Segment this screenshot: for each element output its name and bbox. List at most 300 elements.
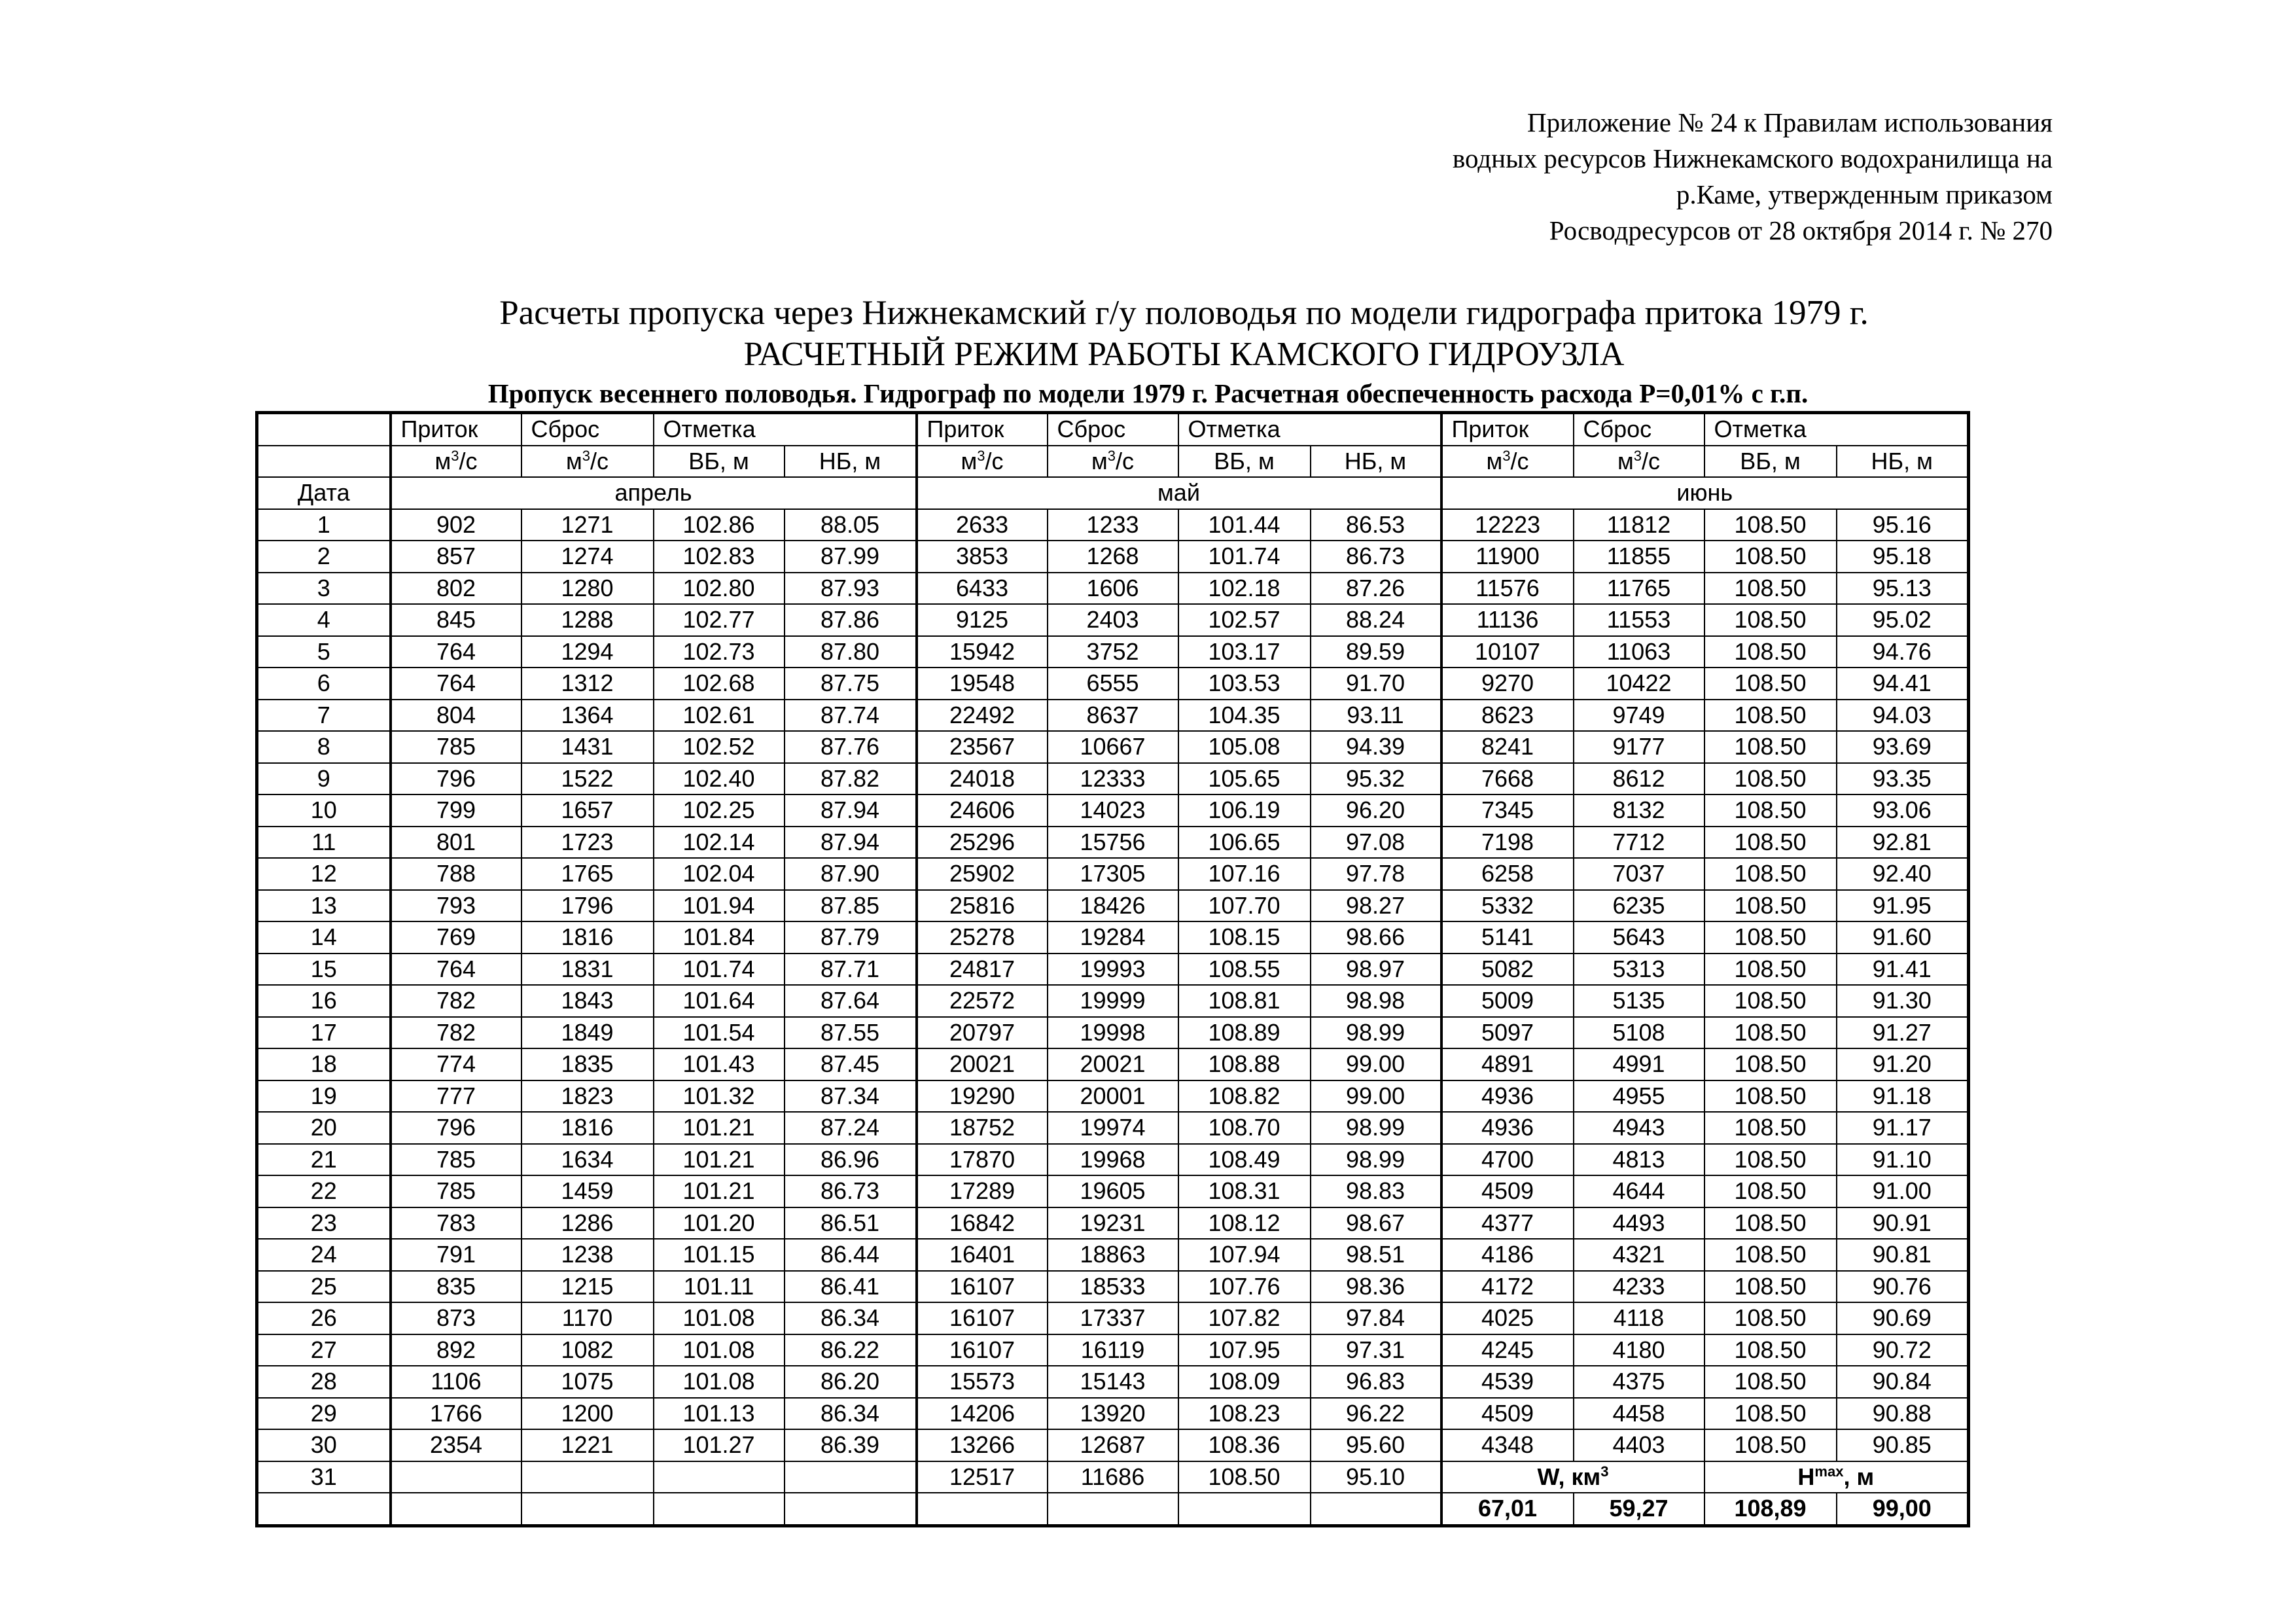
table-row <box>257 1366 1969 1398</box>
empty-cell <box>654 1493 785 1525</box>
data-cell: 785 <box>391 731 521 763</box>
data-cell: 101.74 <box>654 954 785 986</box>
data-cell: 95.18 <box>1837 541 1969 573</box>
data-cell: 87.86 <box>785 604 917 636</box>
data-cell <box>521 1461 654 1493</box>
data-cell: 19231 <box>1048 1207 1178 1240</box>
data-cell: 108.50 <box>1178 1461 1311 1493</box>
data-cell: 16401 <box>917 1239 1048 1271</box>
month-june: июнь <box>1441 477 1969 509</box>
table-row <box>257 1302 1969 1334</box>
data-cell: 5141 <box>1441 921 1574 954</box>
unit-tailwater: НБ, м <box>785 446 917 478</box>
data-cell: 101.54 <box>654 1017 785 1049</box>
data-cell: 98.36 <box>1311 1271 1441 1303</box>
data-cell: 107.82 <box>1178 1302 1311 1334</box>
data-cell: 108.50 <box>1704 541 1837 573</box>
data-cell: 9125 <box>917 604 1048 636</box>
data-cell: 108.50 <box>1704 890 1837 922</box>
data-cell: 93.69 <box>1837 731 1969 763</box>
data-cell: 1849 <box>521 1017 654 1049</box>
document-subtitle: РАСЧЕТНЫЙ РЕЖИМ РАБОТЫ КАМСКОГО ГИДРОУЗЛА <box>743 336 1625 373</box>
data-cell: 88.05 <box>785 509 917 541</box>
table-row <box>257 509 1969 541</box>
data-cell: 1657 <box>521 794 654 827</box>
data-cell: 25902 <box>917 858 1048 890</box>
data-cell: 107.70 <box>1178 890 1311 922</box>
data-cell: 18426 <box>1048 890 1178 922</box>
data-cell: 1431 <box>521 731 654 763</box>
data-cell: 22572 <box>917 985 1048 1017</box>
data-cell: 6555 <box>1048 668 1178 700</box>
max-level-label: $H^{max}$, м <box>1704 1461 1969 1493</box>
data-cell: 1823 <box>521 1080 654 1113</box>
empty-cell <box>1048 1493 1178 1525</box>
table-caption: Пропуск весеннего половодья. Гидрограф по модели 1979 г. Расчетная обеспеченность расхода P=0,01% с г.п. <box>487 378 1809 408</box>
data-cell: 11855 <box>1574 541 1704 573</box>
date-cell: 10 <box>257 794 391 827</box>
date-cell: 26 <box>257 1302 391 1334</box>
data-cell: 90.81 <box>1837 1239 1969 1271</box>
table-row <box>257 1112 1969 1144</box>
data-cell: 108.50 <box>1704 1175 1837 1207</box>
data-cell: 87.26 <box>1311 573 1441 605</box>
data-cell: 101.74 <box>1178 541 1311 573</box>
data-cell: 91.00 <box>1837 1175 1969 1207</box>
header-level-april: Отметка <box>654 413 917 446</box>
header-inflow-april: Приток <box>391 413 521 446</box>
date-cell: 14 <box>257 921 391 954</box>
data-cell: 17337 <box>1048 1302 1178 1334</box>
data-cell: 7037 <box>1574 858 1704 890</box>
data-cell: 802 <box>391 573 521 605</box>
data-cell: 4813 <box>1574 1144 1704 1176</box>
table-row <box>257 1207 1969 1240</box>
table-row <box>257 573 1969 605</box>
data-cell: 793 <box>391 890 521 922</box>
data-cell: 108.50 <box>1704 668 1837 700</box>
data-cell: 107.76 <box>1178 1271 1311 1303</box>
data-cell: 108.50 <box>1704 985 1837 1017</box>
data-cell: 101.21 <box>654 1144 785 1176</box>
data-cell: 102.18 <box>1178 573 1311 605</box>
data-cell: 785 <box>391 1144 521 1176</box>
data-cell: 1816 <box>521 921 654 954</box>
data-cell: 1831 <box>521 954 654 986</box>
data-cell: 25816 <box>917 890 1048 922</box>
empty-cell <box>391 1493 521 1525</box>
date-cell: 30 <box>257 1429 391 1461</box>
data-cell: 86.20 <box>785 1366 917 1398</box>
date-cell: 6 <box>257 668 391 700</box>
data-cell: 20001 <box>1048 1080 1178 1113</box>
data-cell: 90.72 <box>1837 1334 1969 1366</box>
data-cell: 3853 <box>917 541 1048 573</box>
data-cell: 3752 <box>1048 636 1178 668</box>
data-cell: 4509 <box>1441 1398 1574 1430</box>
data-cell: 1835 <box>521 1048 654 1080</box>
data-cell: 101.08 <box>654 1366 785 1398</box>
header-discharge-june: Сброс <box>1574 413 1704 446</box>
data-cell: 5313 <box>1574 954 1704 986</box>
unit-flow: $м^3/с$ <box>1441 446 1574 478</box>
data-cell: 108.12 <box>1178 1207 1311 1240</box>
date-cell: 17 <box>257 1017 391 1049</box>
empty-cell <box>1311 1493 1441 1525</box>
data-cell: 11553 <box>1574 604 1704 636</box>
data-cell: 90.88 <box>1837 1398 1969 1430</box>
date-cell: 4 <box>257 604 391 636</box>
data-cell: 91.60 <box>1837 921 1969 954</box>
data-cell: 4118 <box>1574 1302 1704 1334</box>
data-cell: 783 <box>391 1207 521 1240</box>
data-cell: 108.49 <box>1178 1144 1311 1176</box>
table-row <box>257 1271 1969 1303</box>
data-cell: 13266 <box>917 1429 1048 1461</box>
unit-headwater: ВБ, м <box>1178 446 1311 478</box>
empty-cell <box>521 1493 654 1525</box>
data-cell: 101.43 <box>654 1048 785 1080</box>
data-cell: 87.64 <box>785 985 917 1017</box>
header-empty-cell <box>257 446 391 478</box>
data-cell: 12223 <box>1441 509 1574 541</box>
header-level-june: Отметка <box>1704 413 1969 446</box>
data-cell: 86.73 <box>785 1175 917 1207</box>
data-cell: 108.50 <box>1704 1366 1837 1398</box>
data-cell: 94.03 <box>1837 700 1969 732</box>
date-cell: 25 <box>257 1271 391 1303</box>
data-cell: 16107 <box>917 1271 1048 1303</box>
data-cell: 4025 <box>1441 1302 1574 1334</box>
data-cell: 98.83 <box>1311 1175 1441 1207</box>
date-cell: 22 <box>257 1175 391 1207</box>
table-row <box>257 1017 1969 1049</box>
data-cell: 19605 <box>1048 1175 1178 1207</box>
data-cell: 101.21 <box>654 1175 785 1207</box>
data-cell: 4991 <box>1574 1048 1704 1080</box>
data-cell: 20021 <box>917 1048 1048 1080</box>
data-cell: 102.52 <box>654 731 785 763</box>
unit-tailwater: НБ, м <box>1837 446 1969 478</box>
data-cell: 1522 <box>521 763 654 795</box>
data-cell: 18863 <box>1048 1239 1178 1271</box>
data-cell: 16107 <box>917 1302 1048 1334</box>
data-cell: 10667 <box>1048 731 1178 763</box>
data-cell: 102.40 <box>654 763 785 795</box>
data-cell: 98.66 <box>1311 921 1441 954</box>
data-cell: 777 <box>391 1080 521 1113</box>
data-cell: 764 <box>391 954 521 986</box>
data-cell: 87.74 <box>785 700 917 732</box>
data-cell: 5643 <box>1574 921 1704 954</box>
data-cell: 108.31 <box>1178 1175 1311 1207</box>
data-cell: 91.30 <box>1837 985 1969 1017</box>
data-cell: 4172 <box>1441 1271 1574 1303</box>
data-cell: 19974 <box>1048 1112 1178 1144</box>
data-cell: 91.27 <box>1837 1017 1969 1049</box>
data-cell: 1796 <box>521 890 654 922</box>
max-tailwater-value: 99,00 <box>1837 1493 1969 1525</box>
data-cell: 107.94 <box>1178 1239 1311 1271</box>
data-cell: 1312 <box>521 668 654 700</box>
data-cell: 102.04 <box>654 858 785 890</box>
data-cell: 102.68 <box>654 668 785 700</box>
data-cell: 108.88 <box>1178 1048 1311 1080</box>
date-cell: 19 <box>257 1080 391 1113</box>
data-cell: 774 <box>391 1048 521 1080</box>
data-cell: 93.35 <box>1837 763 1969 795</box>
data-cell: 6433 <box>917 573 1048 605</box>
data-cell: 105.08 <box>1178 731 1311 763</box>
data-cell: 1766 <box>391 1398 521 1430</box>
data-cell: 1106 <box>391 1366 521 1398</box>
data-cell: 108.15 <box>1178 921 1311 954</box>
data-cell: 101.44 <box>1178 509 1311 541</box>
data-cell: 1215 <box>521 1271 654 1303</box>
data-cell: 102.83 <box>654 541 785 573</box>
data-cell: 7198 <box>1441 827 1574 859</box>
data-cell: 87.71 <box>785 954 917 986</box>
data-cell: 98.97 <box>1311 954 1441 986</box>
data-cell: 108.50 <box>1704 731 1837 763</box>
data-cell: 97.31 <box>1311 1334 1441 1366</box>
data-cell: 86.44 <box>785 1239 917 1271</box>
date-cell: 24 <box>257 1239 391 1271</box>
data-cell: 98.99 <box>1311 1017 1441 1049</box>
data-cell: 2633 <box>917 509 1048 541</box>
unit-flow: $м^3/с$ <box>1574 446 1704 478</box>
table-row <box>257 636 1969 668</box>
data-cell: 24018 <box>917 763 1048 795</box>
date-cell: 31 <box>257 1461 391 1493</box>
data-cell: 15942 <box>917 636 1048 668</box>
data-cell: 6258 <box>1441 858 1574 890</box>
data-cell: 108.50 <box>1704 636 1837 668</box>
data-cell: 15143 <box>1048 1366 1178 1398</box>
data-cell: 108.50 <box>1704 1271 1837 1303</box>
date-cell: 27 <box>257 1334 391 1366</box>
table-row <box>257 985 1969 1017</box>
data-cell: 108.50 <box>1704 1429 1837 1461</box>
data-cell: 108.50 <box>1704 1302 1837 1334</box>
data-cell: 11765 <box>1574 573 1704 605</box>
data-cell: 1221 <box>521 1429 654 1461</box>
data-cell: 94.39 <box>1311 731 1441 763</box>
data-cell: 7668 <box>1441 763 1574 795</box>
data-cell: 23567 <box>917 731 1048 763</box>
data-cell: 108.50 <box>1704 1334 1837 1366</box>
data-cell: 108.50 <box>1704 858 1837 890</box>
date-cell: 1 <box>257 509 391 541</box>
data-cell: 108.50 <box>1704 827 1837 859</box>
data-cell: 95.10 <box>1311 1461 1441 1493</box>
data-cell: 804 <box>391 700 521 732</box>
data-cell: 86.39 <box>785 1429 917 1461</box>
data-cell: 20797 <box>917 1017 1048 1049</box>
data-cell: 1723 <box>521 827 654 859</box>
unit-tailwater: НБ, м <box>1311 446 1441 478</box>
data-cell: 102.14 <box>654 827 785 859</box>
data-cell: 4891 <box>1441 1048 1574 1080</box>
document-title: Расчеты пропуска через Нижнекамский г/у половодья по модели гидрографа притока 1979 г. <box>499 294 1869 332</box>
data-cell: 4936 <box>1441 1112 1574 1144</box>
data-cell: 97.08 <box>1311 827 1441 859</box>
data-cell: 764 <box>391 636 521 668</box>
data-cell: 25278 <box>917 921 1048 954</box>
data-cell: 96.22 <box>1311 1398 1441 1430</box>
data-cell: 90.69 <box>1837 1302 1969 1334</box>
data-cell: 19999 <box>1048 985 1178 1017</box>
unit-headwater: ВБ, м <box>654 446 785 478</box>
max-headwater-value: 108,89 <box>1704 1493 1837 1525</box>
table-row <box>257 921 1969 954</box>
month-april: апрель <box>391 477 917 509</box>
data-cell: 99.00 <box>1311 1048 1441 1080</box>
data-cell: 24817 <box>917 954 1048 986</box>
date-cell: 16 <box>257 985 391 1017</box>
data-cell: 108.81 <box>1178 985 1311 1017</box>
data-cell: 97.84 <box>1311 1302 1441 1334</box>
data-cell: 14206 <box>917 1398 1048 1430</box>
data-cell: 102.73 <box>654 636 785 668</box>
header-inflow-june: Приток <box>1441 413 1574 446</box>
data-cell: 102.25 <box>654 794 785 827</box>
data-cell: 7345 <box>1441 794 1574 827</box>
data-cell: 98.99 <box>1311 1144 1441 1176</box>
data-cell: 91.41 <box>1837 954 1969 986</box>
table-row <box>257 1080 1969 1113</box>
appendix-line-1: Приложение № 24 к Правилам использования <box>1527 107 2053 137</box>
data-cell: 13920 <box>1048 1398 1178 1430</box>
data-cell: 16119 <box>1048 1334 1178 1366</box>
table-row <box>257 604 1969 636</box>
data-cell: 5108 <box>1574 1017 1704 1049</box>
table-row <box>257 1175 1969 1207</box>
data-cell: 91.10 <box>1837 1144 1969 1176</box>
appendix-line-3: р.Каме, утвержденным приказом <box>1676 179 2053 209</box>
data-cell: 95.02 <box>1837 604 1969 636</box>
data-cell: 4377 <box>1441 1207 1574 1240</box>
data-cell: 102.57 <box>1178 604 1311 636</box>
data-cell: 24606 <box>917 794 1048 827</box>
data-cell: 1606 <box>1048 573 1178 605</box>
data-cell: 799 <box>391 794 521 827</box>
table-row <box>257 1429 1969 1461</box>
data-cell: 92.81 <box>1837 827 1969 859</box>
unit-flow: $м^3/с$ <box>917 446 1048 478</box>
header-date: Дата <box>257 477 391 509</box>
data-cell: 6235 <box>1574 890 1704 922</box>
date-cell: 29 <box>257 1398 391 1430</box>
data-cell: 108.50 <box>1704 604 1837 636</box>
date-cell: 2 <box>257 541 391 573</box>
empty-cell <box>257 1493 391 1525</box>
data-cell: 4180 <box>1574 1334 1704 1366</box>
data-cell: 87.99 <box>785 541 917 573</box>
data-cell: 108.50 <box>1704 509 1837 541</box>
data-cell: 11900 <box>1441 541 1574 573</box>
data-cell: 796 <box>391 1112 521 1144</box>
data-cell: 108.70 <box>1178 1112 1311 1144</box>
data-cell: 18752 <box>917 1112 1048 1144</box>
data-cell: 108.82 <box>1178 1080 1311 1113</box>
data-cell: 4936 <box>1441 1080 1574 1113</box>
data-cell: 108.50 <box>1704 573 1837 605</box>
data-cell: 93.06 <box>1837 794 1969 827</box>
table-row <box>257 668 1969 700</box>
data-cell: 101.84 <box>654 921 785 954</box>
data-cell: 1280 <box>521 573 654 605</box>
data-cell: 108.50 <box>1704 1144 1837 1176</box>
data-cell: 90.76 <box>1837 1271 1969 1303</box>
data-cell: 4943 <box>1574 1112 1704 1144</box>
data-cell: 87.93 <box>785 573 917 605</box>
data-cell: 17870 <box>917 1144 1048 1176</box>
table-row <box>257 1144 1969 1176</box>
data-cell: 4348 <box>1441 1429 1574 1461</box>
data-cell: 12687 <box>1048 1429 1178 1461</box>
data-cell: 19290 <box>917 1080 1048 1113</box>
table-row <box>257 700 1969 732</box>
data-cell: 91.18 <box>1837 1080 1969 1113</box>
data-cell: 2403 <box>1048 604 1178 636</box>
data-cell: 1170 <box>521 1302 654 1334</box>
data-cell: 1843 <box>521 985 654 1017</box>
data-cell: 108.89 <box>1178 1017 1311 1049</box>
data-cell: 4509 <box>1441 1175 1574 1207</box>
data-cell <box>391 1461 521 1493</box>
data-cell: 8623 <box>1441 700 1574 732</box>
data-cell: 11136 <box>1441 604 1574 636</box>
data-cell: 1271 <box>521 509 654 541</box>
date-cell: 3 <box>257 573 391 605</box>
data-cell: 86.73 <box>1311 541 1441 573</box>
data-cell: 108.55 <box>1178 954 1311 986</box>
data-cell: 16842 <box>917 1207 1048 1240</box>
data-cell: 782 <box>391 1017 521 1049</box>
data-cell: 88.24 <box>1311 604 1441 636</box>
data-cell: 19284 <box>1048 921 1178 954</box>
data-cell: 8241 <box>1441 731 1574 763</box>
table-row <box>257 1239 1969 1271</box>
data-cell: 89.59 <box>1311 636 1441 668</box>
data-cell: 96.20 <box>1311 794 1441 827</box>
data-cell: 86.51 <box>785 1207 917 1240</box>
data-cell: 17289 <box>917 1175 1048 1207</box>
data-cell: 4403 <box>1574 1429 1704 1461</box>
data-cell: 91.70 <box>1311 668 1441 700</box>
date-cell: 21 <box>257 1144 391 1176</box>
table-row-31 <box>257 1461 1969 1493</box>
data-cell: 108.50 <box>1704 1080 1837 1113</box>
table-row <box>257 763 1969 795</box>
data-cell: 9270 <box>1441 668 1574 700</box>
header-row-units <box>257 446 1969 478</box>
date-cell: 11 <box>257 827 391 859</box>
data-cell: 4245 <box>1441 1334 1574 1366</box>
table-row <box>257 1048 1969 1080</box>
data-cell: 19968 <box>1048 1144 1178 1176</box>
summary-row <box>257 1493 1969 1525</box>
header-row-months <box>257 477 1969 509</box>
volume-label: W, $км^3$ <box>1441 1461 1704 1493</box>
data-cell: 91.20 <box>1837 1048 1969 1080</box>
data-cell: 98.99 <box>1311 1112 1441 1144</box>
data-cell: 87.80 <box>785 636 917 668</box>
data-cell: 108.23 <box>1178 1398 1311 1430</box>
data-cell: 86.34 <box>785 1398 917 1430</box>
data-cell: 845 <box>391 604 521 636</box>
